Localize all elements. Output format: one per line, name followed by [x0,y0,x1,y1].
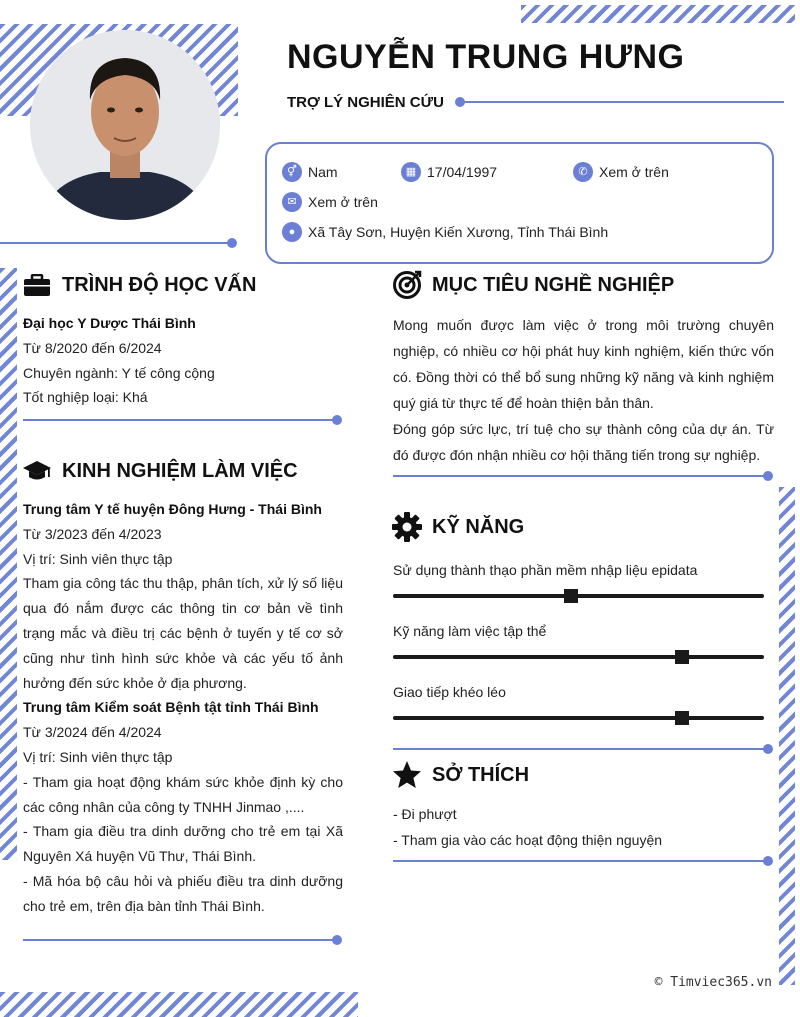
birthdate-info [401,162,497,182]
profile-photo [30,30,220,220]
phone-info [573,162,669,182]
hobbies-heading-text: SỞ THÍCH [432,763,530,786]
skill-3-bar [393,716,764,720]
candidate-name: NGUYỄN TRUNG HƯNG [287,38,685,76]
hobbies-divider [393,860,768,862]
hobbies-heading [392,760,529,790]
job-2-period: Từ 3/2024 đến 4/2024 [23,724,162,741]
skills-divider [393,748,768,750]
education-grade: Tốt nghiệp loại: Khá [23,389,148,406]
skill-3-level-marker [675,711,689,725]
email-value: Xem ở trên [308,194,378,210]
stripe-decoration-right-side [779,487,795,985]
experience-content [23,497,343,919]
skills-heading-text: KỸ NĂNG [432,515,525,538]
briefcase-icon [22,270,52,300]
avatar-portrait-icon [30,30,220,220]
hobbies-content [393,801,774,853]
graduation-cap-icon [22,456,52,486]
skills-heading [392,512,524,542]
objective-heading [392,270,674,300]
hobby-1: - Đi phượt [393,806,457,822]
star-icon [392,760,422,790]
location-pin-icon: ● [282,222,302,242]
phone-value: Xem ở trên [599,164,669,180]
job-2-bullet-1: - Tham gia hoạt động khám sức khỏe định kỳ cho các công nhân của công ty TNHH Jinmao ,.... [23,773,343,815]
stripe-decoration-bottom-left [0,992,358,1017]
objective-paragraph-2: Đóng góp sức lực, trí tuệ cho sự thành công của dự án. Từ đó được đón nhận nhiều cơ hội thăng tiến trong sự nghiệp. [393,421,774,463]
birthdate-value: 17/04/1997 [427,164,498,180]
hobby-2: - Tham gia vào các hoạt động thiện nguyện [393,832,663,848]
job-2-company: Trung tâm Kiểm soát Bệnh tật tỉnh Thái Bình [23,699,319,716]
education-major: Chuyên ngành: Y tế công cộng [23,364,215,381]
stripe-decoration-top-right [521,5,795,23]
envelope-icon: ✉ [282,192,302,212]
skill-1-level-marker [564,589,578,603]
footer-credit: © Timviec365.vn [654,975,772,990]
experience-heading [22,456,298,486]
gender-value: Nam [308,164,338,180]
skill-2-level-marker [675,650,689,664]
education-school: Đại học Y Dược Thái Bình [23,315,196,331]
education-heading [22,270,256,300]
target-icon [392,270,422,300]
phone-icon: ✆ [573,162,593,182]
job-2-position: Vị trí: Sinh viên thực tập [23,748,173,765]
address-info [282,222,608,242]
job-1-position: Vị trí: Sinh viên thực tập [23,550,173,567]
skill-1-bar [393,594,764,598]
photo-underline [0,242,232,244]
email-info [282,192,378,212]
job-1-company: Trung tâm Y tế huyện Đông Hưng - Thái Bình [23,501,322,517]
job-2-bullet-2: - Tham gia điều tra dinh dưỡng cho trẻ em tại Xã Nguyên Xá huyện Vũ Thư, Thái Bình. [23,823,343,865]
skill-1-label: Sử dụng thành thạo phần mềm nhập liệu epidata [393,562,698,578]
gear-icon [392,512,422,542]
calendar-icon: ▦ [401,162,421,182]
experience-divider [23,939,337,941]
objective-divider [393,475,768,477]
job-title-underline [460,101,784,103]
objective-heading-text: MỤC TIÊU NGHỀ NGHIỆP [432,273,675,296]
gender-info [282,162,338,182]
objective-content [393,312,774,468]
gender-icon: ⚥ [282,162,302,182]
skill-3-label: Giao tiếp khéo léo [393,684,506,700]
education-period: Từ 8/2020 đến 6/2024 [23,339,162,356]
job-2-bullet-3: - Mã hóa bộ câu hỏi và phiếu điều tra dinh dưỡng cho trẻ em, trên địa bàn tỉnh Thái Bình. [23,872,343,914]
education-divider [23,419,337,421]
education-heading-text: TRÌNH ĐỘ HỌC VẤN [62,273,257,296]
skill-2-label: Kỹ năng làm việc tập thể [393,623,547,639]
address-value: Xã Tây Sơn, Huyện Kiến Xương, Tỉnh Thái Bình [308,224,609,240]
job-1-period: Từ 3/2023 đến 4/2023 [23,525,162,542]
education-content [23,311,343,410]
objective-paragraph-1: Mong muốn được làm việc ở trong môi trường chuyên nghiệp, có nhiều cơ hội phát huy kinh nghiệm, kiến thức vốn có. Đồng thời có thể bổ sung những kỹ năng và kinh nghiệm quý giá từ thực tế để hoàn thiện bản thân. [393,317,774,411]
job-title: TRỢ LÝ NGHIÊN CỨU [287,94,444,111]
experience-heading-text: KINH NGHIỆM LÀM VIỆC [62,459,298,482]
skill-2-bar [393,655,764,659]
stripe-decoration-left-side [0,268,17,860]
job-1-description: Tham gia công tác thu thập, phân tích, xử lý số liệu qua đó nắm được các thông tin cơ bản về tình trạng mắc và điều trị các bệnh ở tuyến y tế cơ sở cũng như tình hình sức khỏe và các yếu tố ảnh hưởng đến sức khỏe ở địa phương. [23,575,343,691]
